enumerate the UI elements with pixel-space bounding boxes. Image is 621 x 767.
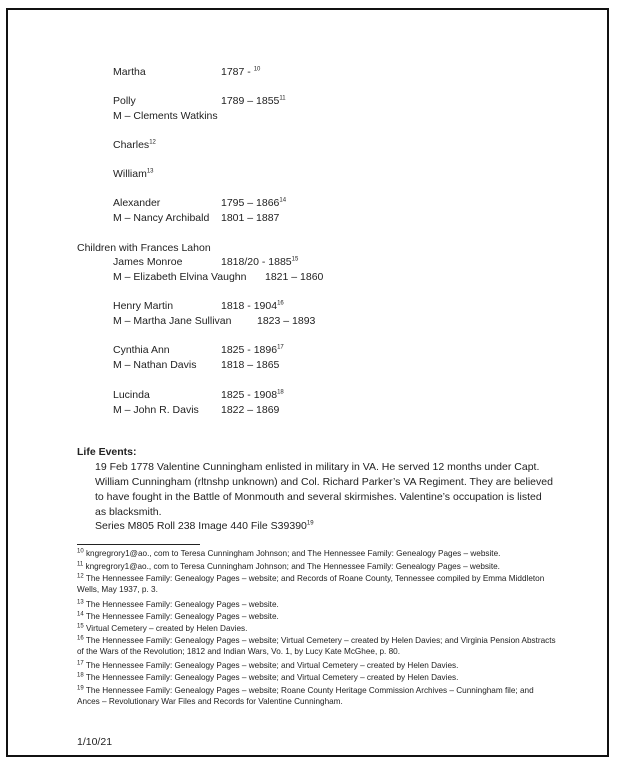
child-dates: 1818/20 - 1885$^{15}$ — [221, 256, 299, 268]
spouse-name: M – Nathan Davis — [113, 359, 197, 371]
child-name: James Monroe — [113, 256, 183, 268]
child-name: Polly — [113, 95, 136, 107]
spouse-name: M – Nancy Archibald — [113, 212, 210, 224]
spouse-name: M – Clements Watkins — [113, 110, 218, 122]
child-name: Alexander — [113, 197, 161, 209]
child-dates: 1825 - 1896$^{17}$ — [221, 344, 284, 356]
child-name: Lucinda — [113, 389, 150, 401]
child-name: Martha — [113, 66, 146, 78]
child-name: Cynthia Ann — [113, 344, 170, 356]
spouse-dates: 1823 – 1893 — [257, 315, 316, 327]
footnote-separator — [77, 544, 200, 545]
page-date: 1/10/21 — [77, 736, 113, 748]
life-events-paragraph: 19 Feb 1778 Valentine Cunningham enlisted in military in VA. He served 12 months under Capt. William Cunningham (rltnshp unknown) and Col. Richard Parker’s VA Regiment. They are believed to have fought in the Battle of Monmouth and several skirmishes. Valentine’s occupation is listed as blacksmith. — [95, 461, 553, 518]
footnote: $^{10}$ kngregrory1@ao., com to Teresa Cunningham Johnson; and The Hennessee Family: Genealogy Pages – website. — [77, 548, 501, 558]
series-citation: Series M805 Roll 238 Image 440 File S39390$^{19}$ — [95, 520, 314, 532]
footnote: $^{15}$ Virtual Cemetery – created by Helen Davies. — [77, 623, 248, 633]
footnote: $^{11}$ kngregrory1@ao., com to Teresa Cunningham Johnson; and The Hennessee Family: Genealogy Pages – website. — [77, 561, 500, 571]
child-name: Henry Martin — [113, 300, 174, 312]
spouse-dates: 1801 – 1887 — [221, 212, 280, 224]
footnote: $^{16}$ The Hennessee Family: Genealogy Pages – website; Virtual Cemetery – created by Helen Davies; and Virginia Pension Abstracts of the Wars of the Revolution; 1812 and Indian Wars, Vo. 1, by Lucy Kate McGhee, p. 80. — [77, 635, 556, 656]
footnote: $^{14}$ The Hennessee Family: Genealogy Pages – website. — [77, 611, 279, 621]
child-dates: 1789 – 1855$^{11}$ — [221, 95, 286, 107]
life-events-heading: Life Events: — [77, 446, 137, 458]
child-dates: 1787 - $^{10}$ — [221, 66, 261, 78]
footnote: $^{18}$ The Hennessee Family: Genealogy Pages – website; and Virtual Cemetery – created by Helen Davies. — [77, 672, 459, 682]
footnote: $^{19}$ The Hennessee Family: Genealogy Pages – website; Roane County Heritage Commission Archives – Cunningham file; and Ances – Revolutionary War Files and Records for Valentine Cunningham. — [77, 685, 534, 706]
spouse-name: M – Elizabeth Elvina Vaughn — [113, 271, 247, 283]
spouse-dates: 1822 – 1869 — [221, 404, 280, 416]
spouse-dates: 1818 – 1865 — [221, 359, 280, 371]
spouse-name: M – Martha Jane Sullivan — [113, 315, 232, 327]
child-dates: 1825 - 1908$^{18}$ — [221, 389, 284, 401]
footnote: $^{12}$ The Hennessee Family: Genealogy Pages – website; and Records of Roane County, Tennessee compiled by Emma Middleton Wells, May 1937, p. 3. — [77, 573, 545, 594]
footnote: $^{17}$ The Hennessee Family: Genealogy Pages – website; and Virtual Cemetery – created by Helen Davies. — [77, 660, 459, 670]
child-name: William$^{13}$ — [113, 168, 154, 180]
footnote: $^{13}$ The Hennessee Family: Genealogy Pages – website. — [77, 599, 279, 609]
spouse-dates: 1821 – 1860 — [265, 271, 324, 283]
spouse-name: M – John R. Davis — [113, 404, 199, 416]
section-heading: Children with Frances Lahon — [77, 242, 211, 254]
child-dates: 1795 – 1866$^{14}$ — [221, 197, 287, 209]
child-dates: 1818 - 1904$^{16}$ — [221, 300, 284, 312]
child-name: Charles$^{12}$ — [113, 139, 156, 151]
document-page — [6, 8, 609, 757]
